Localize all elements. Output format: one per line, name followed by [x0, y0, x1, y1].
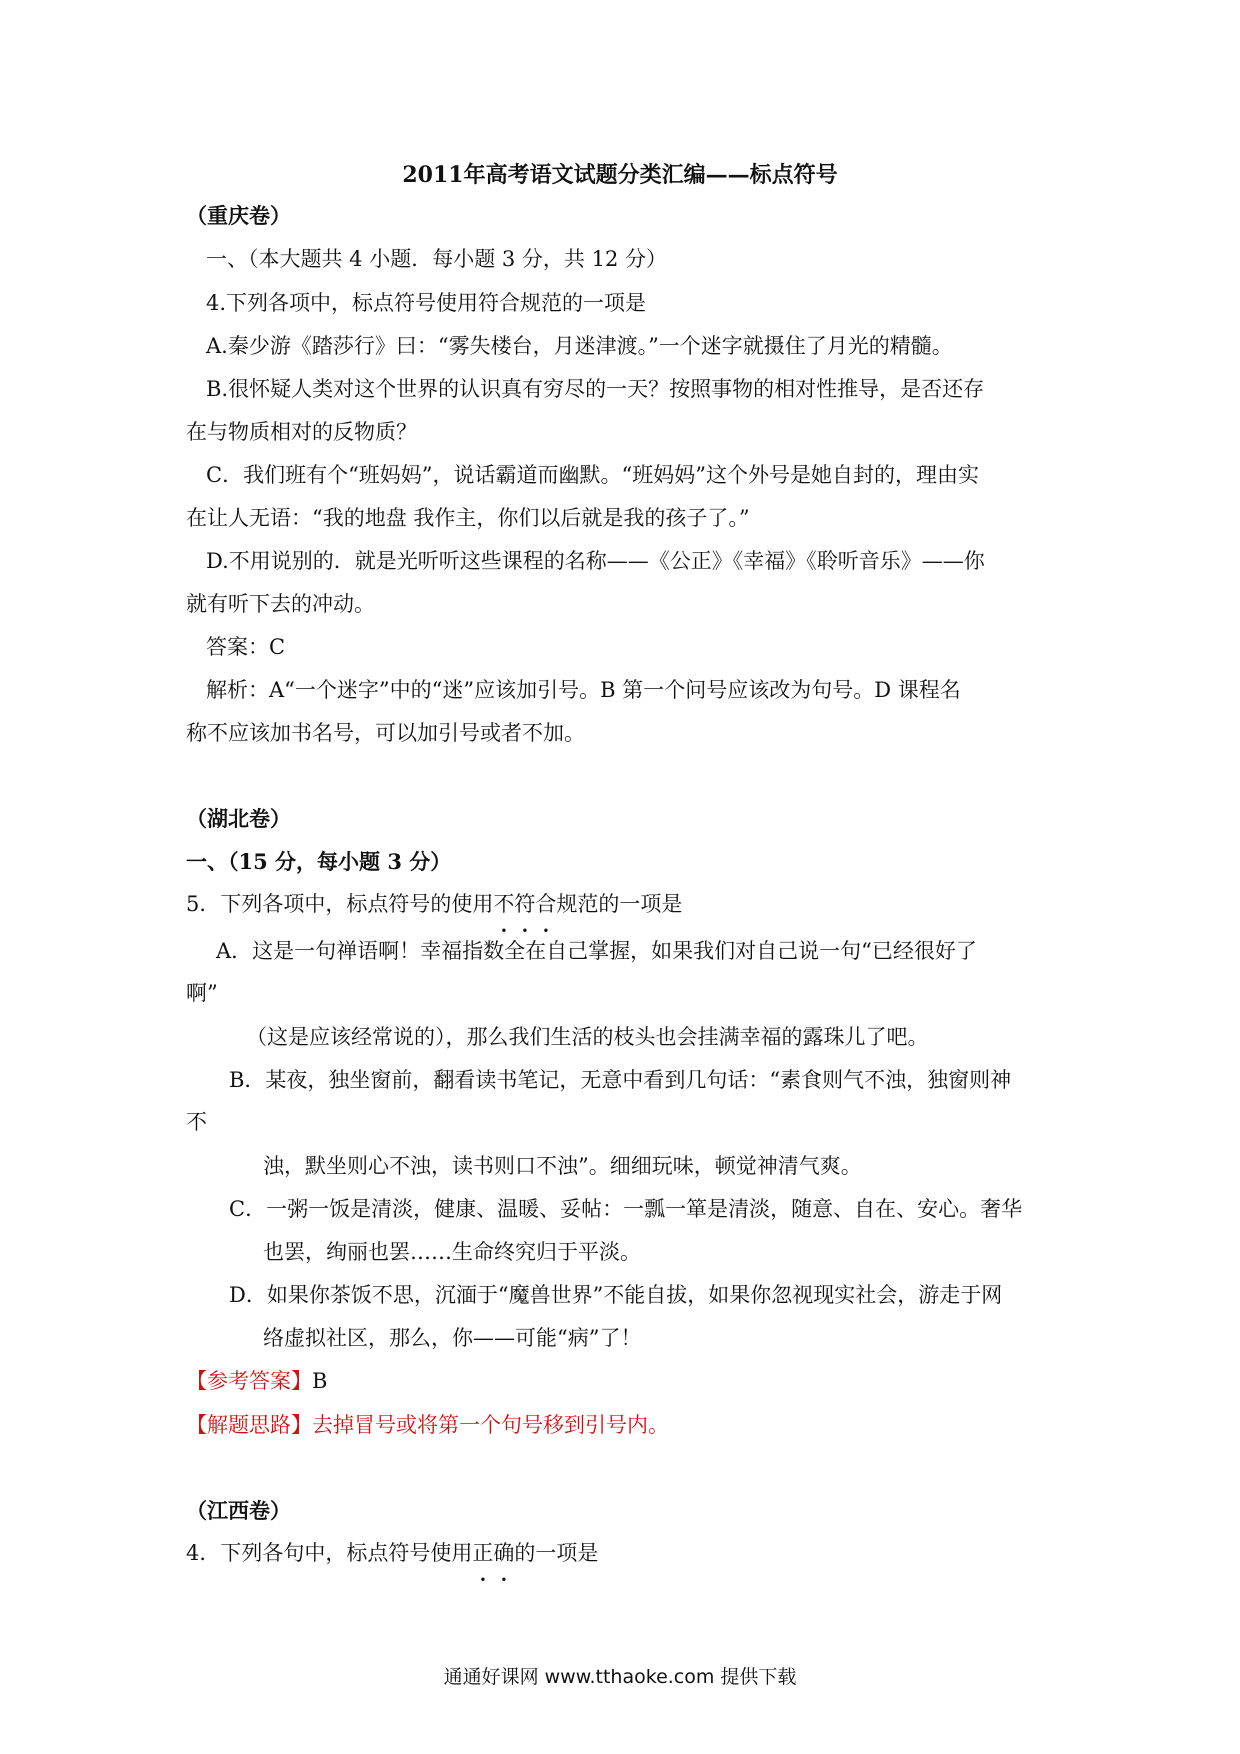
hubei-question-post: 规范的一项是 — [556, 892, 683, 916]
chongqing-analysis-line1: 解析：A“一个迷字”中的“迷”应该加引号。B 第一个问号应该改为句号。D 课程名 — [206, 678, 961, 702]
hubei-option-c-line2: 也罢，绚丽也罢……生命终究归于平淡。 — [263, 1240, 641, 1264]
hubei-option-a-line3: （这是应该经常说的），那么我们生活的枝头也会挂满幸福的露珠儿了吧。 — [246, 1025, 929, 1049]
chongqing-heading: （重庆卷） — [186, 203, 291, 228]
hubei-option-d-line2: 络虚拟社区，那么，你——可能“病”了！ — [263, 1326, 642, 1350]
chongqing-option-d-line1: D.不用说别的．就是光听听这些课程的名称——《公正》《幸福》《聆听音乐》——你 — [206, 549, 985, 573]
chongqing-question: 4.下列各项中，标点符号使用符合规范的一项是 — [206, 291, 647, 315]
hubei-section: 一、（15 分，每小题 3 分） — [186, 849, 452, 874]
chongqing-option-c-line1: C．我们班有个“班妈妈”，说话霸道而幽默。“班妈妈”这个外号是她自封的，理由实 — [206, 463, 980, 487]
hubei-option-c-line1: C．一粥一饭是清淡，健康、温暖、妥帖：一瓢一箪是清淡，随意、自在、安心。奢华 — [229, 1197, 1023, 1221]
hubei-question-emph-2: 符 — [514, 892, 536, 916]
hubei-question-pre: 5．下列各项中，标点符号的使用 — [186, 892, 494, 916]
hubei-question — [186, 889, 682, 919]
chongqing-option-a: A.秦少游《踏莎行》曰：“雾失楼台，月迷津渡。”一个迷字就摄住了月光的精髓。 — [206, 334, 953, 358]
hubei-question-emph-3: 合 — [535, 892, 557, 916]
jiangxi-question-pre: 4．下列各句中，标点符号使用 — [186, 1541, 473, 1565]
hubei-option-d-line1: D．如果你茶饭不思，沉湎于“魔兽世界”不能自拔，如果你忽视现实社会，游走于网 — [229, 1283, 1003, 1307]
document-title: 2011年高考语文试题分类汇编——标点符号 — [402, 162, 838, 188]
jiangxi-question-emph-1: 正 — [472, 1541, 494, 1565]
hubei-solution-text: 去掉冒号或将第一个句号移到引号内。 — [312, 1413, 669, 1437]
hubei-option-a-line1: A．这是一句禅语啊！幸福指数全在自己掌握，如果我们对自己说一句“已经很好了 — [216, 939, 977, 963]
jiangxi-heading: （江西卷） — [186, 1498, 291, 1523]
hubei-option-b-line2: 不 — [186, 1110, 207, 1134]
chongqing-section: 一、（本大题共 4 小题．每小题 3 分，共 12 分） — [206, 247, 667, 271]
hubei-question-emph-1: 不 — [493, 892, 515, 916]
jiangxi-question-emph-2: 确 — [493, 1541, 515, 1565]
page-footer: 通通好课网 www.tthaoke.com 提供下载 — [443, 1666, 797, 1688]
chongqing-answer: 答案：C — [206, 635, 286, 659]
hubei-heading: （湖北卷） — [186, 806, 291, 831]
hubei-option-a-line2: 啊” — [186, 981, 218, 1005]
jiangxi-question — [186, 1538, 598, 1568]
chongqing-option-b-line2: 在与物质相对的反物质？ — [186, 420, 417, 444]
hubei-reference-answer-label: 【参考答案】 — [186, 1369, 312, 1393]
hubei-option-b-line1: B．某夜，独坐窗前，翻看读书笔记，无意中看到几句话：“素食则气不浊，独窗则神 — [229, 1068, 1012, 1092]
hubei-reference-answer — [186, 1366, 327, 1396]
chongqing-option-c-line2: 在让人无语：“我的地盘 我作主，你们以后就是我的孩子了。” — [186, 506, 750, 530]
chongqing-analysis-line2: 称不应该加书名号，可以加引号或者不加。 — [186, 721, 585, 745]
hubei-option-b-line3: 浊，默坐则心不浊，读书则口不浊”。细细玩味，顿觉神清气爽。 — [263, 1154, 862, 1178]
hubei-solution — [186, 1410, 669, 1440]
chongqing-option-d-line2: 就有听下去的冲动。 — [186, 592, 375, 616]
hubei-solution-label: 【解题思路】 — [186, 1413, 312, 1437]
chongqing-option-b-line1: B.很怀疑人类对这个世界的认识真有穷尽的一天？按照事物的相对性推导，是否还存 — [206, 377, 985, 401]
jiangxi-question-post: 的一项是 — [514, 1541, 599, 1565]
hubei-reference-answer-value: B — [312, 1369, 328, 1393]
